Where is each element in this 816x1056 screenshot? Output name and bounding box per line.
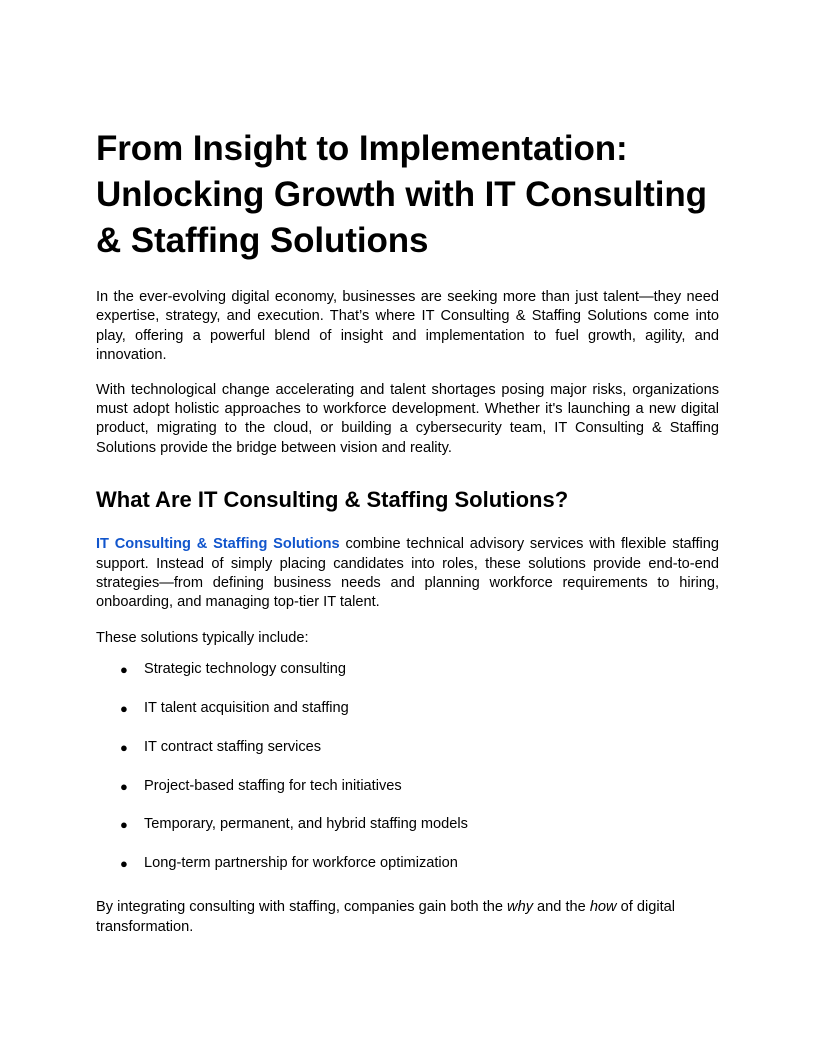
list-item xyxy=(96,777,719,796)
list-item-text: Strategic technology consulting xyxy=(144,661,347,678)
list-item xyxy=(96,738,719,757)
bullet-icon: ● xyxy=(120,856,128,872)
closing-paragraph xyxy=(96,898,719,937)
list-item-text: Project-based staffing for tech initiatives xyxy=(144,777,402,794)
bullet-icon: ● xyxy=(120,817,128,833)
section-heading: What Are IT Consulting & Staffing Solutions? xyxy=(96,487,569,513)
solutions-list xyxy=(96,660,719,873)
closing-emphasis-why: why xyxy=(507,899,533,916)
page-title: From Insight to Implementation: Unlocking Growth with IT Consulting & Staffing Solutions xyxy=(96,129,707,260)
list-item xyxy=(96,815,719,834)
it-consulting-staffing-link[interactable]: IT Consulting & Staffing Solutions xyxy=(96,536,340,553)
closing-emphasis-how: how xyxy=(589,899,617,916)
list-item-text: Long-term partnership for workforce optimization xyxy=(144,855,458,872)
bullet-icon: ● xyxy=(120,778,128,794)
closing-text-1: By integrating consulting with staffing, companies gain both the xyxy=(96,899,508,916)
intro-paragraph: In the ever-evolving digital economy, businesses are seeking more than just talent—they need expertise, strategy, and execution. That’s where IT Consulting & Staffing Solutions come into play, offering a powerful blend of insight and implementation to fuel growth, agility, and innovation. xyxy=(96,289,719,364)
list-intro: These solutions typically include: xyxy=(96,629,309,646)
closing-text-2: and the xyxy=(533,899,590,916)
closing-text-3: of digital transformation. xyxy=(96,899,676,935)
definition-paragraph xyxy=(96,535,719,613)
bullet-icon: ● xyxy=(120,662,128,678)
list-item-text: Temporary, permanent, and hybrid staffing models xyxy=(144,816,468,833)
list-item-text: IT contract staffing services xyxy=(144,738,322,755)
list-item xyxy=(96,854,719,873)
definition-text: combine technical advisory services with flexible staffing support. Instead of simply placing candidates into roles, these solutions provide end-to-end strategies—from defining business needs and planning workforce requirements to hiring, onboarding, and managing top-tier IT talent. xyxy=(96,536,719,611)
list-item-text: IT talent acquisition and staffing xyxy=(144,700,349,717)
document-page xyxy=(96,126,719,937)
second-paragraph: With technological change accelerating and talent shortages posing major risks, organizations must adopt holistic approaches to workforce development. Whether it's launching a new digital product, migrating to the cloud, or building a cybersecurity team, IT Consulting & Staffing Solutions provide the bridge between vision and reality. xyxy=(96,381,719,456)
list-item xyxy=(96,699,719,718)
bullet-icon: ● xyxy=(120,701,128,717)
list-item xyxy=(96,660,719,679)
bullet-icon: ● xyxy=(120,739,128,755)
